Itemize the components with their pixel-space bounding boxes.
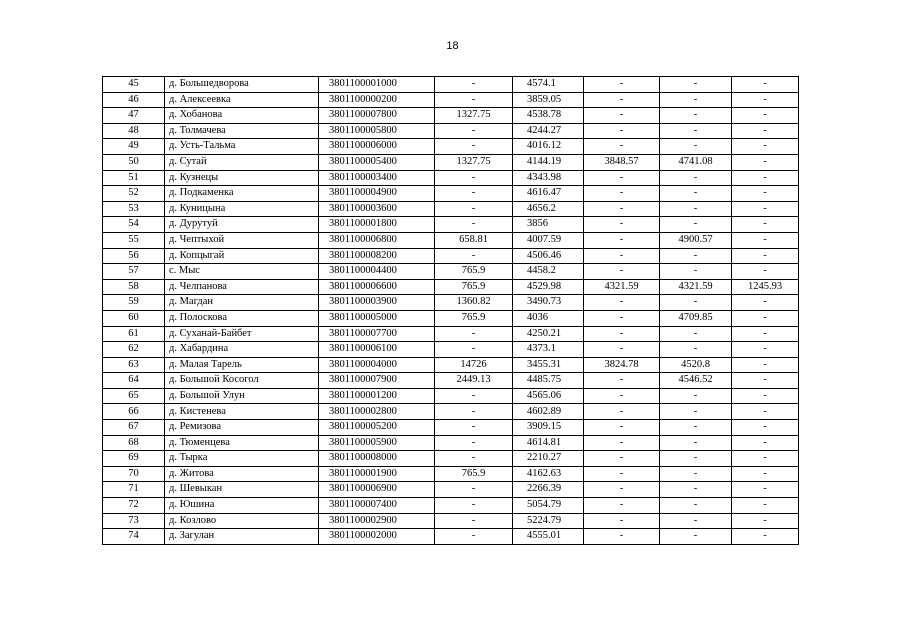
value-2-cell: 2266.39 <box>513 482 584 498</box>
settlement-code-cell: 3801100007700 <box>319 326 435 342</box>
settlement-code-cell: 3801100004000 <box>319 357 435 373</box>
settlement-code-cell: 3801100001200 <box>319 388 435 404</box>
value-1-cell: 1360.82 <box>435 295 513 311</box>
value-2-cell: 4506.46 <box>513 248 584 264</box>
value-3-cell: - <box>584 186 660 202</box>
value-3-cell: - <box>584 123 660 139</box>
value-1-cell: 658.81 <box>435 232 513 248</box>
value-5-cell: - <box>732 357 799 373</box>
value-1-cell: 765.9 <box>435 466 513 482</box>
value-2-cell: 4529.98 <box>513 279 584 295</box>
settlement-code-cell: 3801100003900 <box>319 295 435 311</box>
value-3-cell: - <box>584 529 660 545</box>
value-5-cell: - <box>732 92 799 108</box>
value-2-cell: 5224.79 <box>513 513 584 529</box>
settlement-code-cell: 3801100001900 <box>319 466 435 482</box>
table-row <box>103 451 799 467</box>
value-2-cell: 3455.31 <box>513 357 584 373</box>
value-4-cell: - <box>660 264 732 280</box>
table-row <box>103 373 799 389</box>
value-4-cell: 4321.59 <box>660 279 732 295</box>
value-4-cell: - <box>660 466 732 482</box>
value-1-cell: - <box>435 248 513 264</box>
value-1-cell: - <box>435 404 513 420</box>
settlement-code-cell: 3801100005800 <box>319 123 435 139</box>
settlement-code-cell: 3801100004900 <box>319 186 435 202</box>
value-1-cell: - <box>435 435 513 451</box>
row-number-cell: 48 <box>103 123 165 139</box>
value-4-cell: 4741.08 <box>660 154 732 170</box>
table-row <box>103 310 799 326</box>
settlement-name-cell: д. Суханай-Байбет <box>165 326 319 342</box>
table-row <box>103 170 799 186</box>
value-1-cell: 765.9 <box>435 264 513 280</box>
table-row <box>103 248 799 264</box>
row-number-cell: 74 <box>103 529 165 545</box>
value-4-cell: - <box>660 295 732 311</box>
row-number-cell: 55 <box>103 232 165 248</box>
value-3-cell: - <box>584 139 660 155</box>
settlement-code-cell: 3801100008000 <box>319 451 435 467</box>
value-5-cell: - <box>732 342 799 358</box>
value-2-cell: 4565.06 <box>513 388 584 404</box>
value-1-cell: - <box>435 139 513 155</box>
table-row <box>103 123 799 139</box>
table-row <box>103 529 799 545</box>
row-number-cell: 52 <box>103 186 165 202</box>
settlement-code-cell: 3801100005200 <box>319 420 435 436</box>
settlement-name-cell: д. Подкаменка <box>165 186 319 202</box>
row-number-cell: 51 <box>103 170 165 186</box>
value-3-cell: - <box>584 482 660 498</box>
table-body <box>103 77 799 545</box>
row-number-cell: 47 <box>103 108 165 124</box>
settlement-code-cell: 3801100006100 <box>319 342 435 358</box>
value-4-cell: - <box>660 139 732 155</box>
value-2-cell: 3909.15 <box>513 420 584 436</box>
row-number-cell: 53 <box>103 201 165 217</box>
value-5-cell: - <box>732 513 799 529</box>
table-row <box>103 498 799 514</box>
value-3-cell: - <box>584 77 660 93</box>
value-5-cell: - <box>732 404 799 420</box>
value-5-cell: - <box>732 326 799 342</box>
value-5-cell: - <box>732 529 799 545</box>
settlement-name-cell: д. Большедворова <box>165 77 319 93</box>
value-2-cell: 4458.2 <box>513 264 584 280</box>
value-4-cell: - <box>660 482 732 498</box>
settlement-name-cell: д. Сутай <box>165 154 319 170</box>
value-2-cell: 2210.27 <box>513 451 584 467</box>
settlement-code-cell: 3801100003400 <box>319 170 435 186</box>
value-4-cell: - <box>660 498 732 514</box>
value-2-cell: 4574.1 <box>513 77 584 93</box>
settlement-name-cell: д. Чептыхой <box>165 232 319 248</box>
row-number-cell: 49 <box>103 139 165 155</box>
value-2-cell: 3859.05 <box>513 92 584 108</box>
value-2-cell: 4343.98 <box>513 170 584 186</box>
value-5-cell: - <box>732 170 799 186</box>
value-3-cell: - <box>584 466 660 482</box>
value-2-cell: 4602.89 <box>513 404 584 420</box>
value-2-cell: 3856 <box>513 217 584 233</box>
settlement-code-cell: 3801100005000 <box>319 310 435 326</box>
value-2-cell: 4244.27 <box>513 123 584 139</box>
value-5-cell: - <box>732 139 799 155</box>
value-3-cell: - <box>584 201 660 217</box>
row-number-cell: 63 <box>103 357 165 373</box>
value-4-cell: 4709.85 <box>660 310 732 326</box>
settlement-name-cell: д. Усть-Тальма <box>165 139 319 155</box>
row-number-cell: 67 <box>103 420 165 436</box>
value-5-cell: - <box>732 201 799 217</box>
settlement-code-cell: 3801100006800 <box>319 232 435 248</box>
settlement-name-cell: д. Козлово <box>165 513 319 529</box>
settlement-code-cell: 3801100005400 <box>319 154 435 170</box>
value-1-cell: - <box>435 342 513 358</box>
value-4-cell: - <box>660 201 732 217</box>
row-number-cell: 71 <box>103 482 165 498</box>
value-5-cell: - <box>732 154 799 170</box>
value-5-cell: - <box>732 123 799 139</box>
value-4-cell: - <box>660 529 732 545</box>
row-number-cell: 57 <box>103 264 165 280</box>
table-row <box>103 232 799 248</box>
table-row <box>103 139 799 155</box>
value-5-cell: - <box>732 435 799 451</box>
settlement-name-cell: д. Загулан <box>165 529 319 545</box>
settlement-name-cell: д. Кистенева <box>165 404 319 420</box>
value-5-cell: - <box>732 295 799 311</box>
value-5-cell: - <box>732 498 799 514</box>
table-row <box>103 186 799 202</box>
row-number-cell: 54 <box>103 217 165 233</box>
settlement-name-cell: д. Малая Тарель <box>165 357 319 373</box>
row-number-cell: 73 <box>103 513 165 529</box>
table-row <box>103 342 799 358</box>
value-4-cell: - <box>660 77 732 93</box>
row-number-cell: 50 <box>103 154 165 170</box>
value-1-cell: - <box>435 170 513 186</box>
value-4-cell: - <box>660 435 732 451</box>
value-3-cell: - <box>584 232 660 248</box>
value-3-cell: - <box>584 451 660 467</box>
table-row <box>103 201 799 217</box>
value-1-cell: - <box>435 217 513 233</box>
settlement-name-cell: д. Копцыгай <box>165 248 319 264</box>
row-number-cell: 46 <box>103 92 165 108</box>
value-4-cell: - <box>660 217 732 233</box>
value-3-cell: 3824.78 <box>584 357 660 373</box>
value-1-cell: - <box>435 326 513 342</box>
value-1-cell: 765.9 <box>435 279 513 295</box>
value-3-cell: - <box>584 435 660 451</box>
settlement-code-cell: 3801100001800 <box>319 217 435 233</box>
value-4-cell: - <box>660 108 732 124</box>
settlements-table <box>102 76 799 545</box>
settlement-code-cell: 3801100006900 <box>319 482 435 498</box>
row-number-cell: 70 <box>103 466 165 482</box>
value-4-cell: - <box>660 326 732 342</box>
row-number-cell: 60 <box>103 310 165 326</box>
value-3-cell: - <box>584 404 660 420</box>
table-row <box>103 357 799 373</box>
value-4-cell: 4546.52 <box>660 373 732 389</box>
table-row <box>103 77 799 93</box>
value-1-cell: - <box>435 186 513 202</box>
settlement-name-cell: д. Тырка <box>165 451 319 467</box>
value-3-cell: - <box>584 326 660 342</box>
row-number-cell: 65 <box>103 388 165 404</box>
value-2-cell: 4007.59 <box>513 232 584 248</box>
row-number-cell: 69 <box>103 451 165 467</box>
settlement-code-cell: 3801100004400 <box>319 264 435 280</box>
value-5-cell: - <box>732 264 799 280</box>
settlement-name-cell: д. Большой Косогол <box>165 373 319 389</box>
row-number-cell: 68 <box>103 435 165 451</box>
value-4-cell: - <box>660 404 732 420</box>
value-2-cell: 4162.63 <box>513 466 584 482</box>
settlement-name-cell: д. Алексеевка <box>165 92 319 108</box>
value-4-cell: - <box>660 420 732 436</box>
table-row <box>103 435 799 451</box>
table-row <box>103 420 799 436</box>
row-number-cell: 62 <box>103 342 165 358</box>
table-row <box>103 108 799 124</box>
value-4-cell: - <box>660 123 732 139</box>
value-1-cell: - <box>435 529 513 545</box>
settlement-name-cell: д. Житова <box>165 466 319 482</box>
table-row <box>103 217 799 233</box>
row-number-cell: 61 <box>103 326 165 342</box>
value-1-cell: - <box>435 482 513 498</box>
value-3-cell: - <box>584 420 660 436</box>
value-2-cell: 4538.78 <box>513 108 584 124</box>
value-4-cell: 4520.8 <box>660 357 732 373</box>
settlement-code-cell: 3801100003600 <box>319 201 435 217</box>
value-3-cell: 4321.59 <box>584 279 660 295</box>
value-5-cell: - <box>732 388 799 404</box>
value-1-cell: - <box>435 451 513 467</box>
settlement-name-cell: д. Большой Улун <box>165 388 319 404</box>
value-3-cell: - <box>584 217 660 233</box>
value-3-cell: - <box>584 342 660 358</box>
settlement-name-cell: д. Полоскова <box>165 310 319 326</box>
value-1-cell: - <box>435 420 513 436</box>
value-1-cell: 14726 <box>435 357 513 373</box>
row-number-cell: 56 <box>103 248 165 264</box>
value-3-cell: - <box>584 295 660 311</box>
value-5-cell: - <box>732 451 799 467</box>
table-row <box>103 482 799 498</box>
value-2-cell: 5054.79 <box>513 498 584 514</box>
value-2-cell: 3490.73 <box>513 295 584 311</box>
settlement-code-cell: 3801100007400 <box>319 498 435 514</box>
table-row <box>103 92 799 108</box>
value-1-cell: - <box>435 77 513 93</box>
settlement-name-cell: с. Мыс <box>165 264 319 280</box>
value-3-cell: - <box>584 92 660 108</box>
settlement-name-cell: д. Тюменцева <box>165 435 319 451</box>
value-4-cell: - <box>660 342 732 358</box>
table-row <box>103 466 799 482</box>
value-1-cell: - <box>435 123 513 139</box>
value-3-cell: 3848.57 <box>584 154 660 170</box>
settlement-code-cell: 3801100002900 <box>319 513 435 529</box>
value-4-cell: - <box>660 388 732 404</box>
value-5-cell: - <box>732 186 799 202</box>
value-5-cell: - <box>732 108 799 124</box>
table-row <box>103 264 799 280</box>
settlement-name-cell: д. Челпанова <box>165 279 319 295</box>
settlement-code-cell: 3801100006600 <box>319 279 435 295</box>
value-5-cell: - <box>732 482 799 498</box>
table-row <box>103 279 799 295</box>
table-row <box>103 388 799 404</box>
value-1-cell: - <box>435 498 513 514</box>
value-1-cell: - <box>435 92 513 108</box>
settlement-name-cell: д. Шевыкан <box>165 482 319 498</box>
table-row <box>103 154 799 170</box>
settlement-code-cell: 3801100007900 <box>319 373 435 389</box>
settlement-code-cell: 3801100002800 <box>319 404 435 420</box>
row-number-cell: 59 <box>103 295 165 311</box>
value-5-cell: - <box>732 232 799 248</box>
settlement-code-cell: 3801100007800 <box>319 108 435 124</box>
value-4-cell: - <box>660 186 732 202</box>
value-3-cell: - <box>584 388 660 404</box>
table-row <box>103 295 799 311</box>
settlement-name-cell: д. Хабардина <box>165 342 319 358</box>
value-3-cell: - <box>584 310 660 326</box>
value-4-cell: 4900.57 <box>660 232 732 248</box>
value-5-cell: - <box>732 373 799 389</box>
value-3-cell: - <box>584 498 660 514</box>
value-5-cell: - <box>732 217 799 233</box>
value-3-cell: - <box>584 108 660 124</box>
row-number-cell: 45 <box>103 77 165 93</box>
page-number: 18 <box>446 40 459 52</box>
row-number-cell: 66 <box>103 404 165 420</box>
value-2-cell: 4036 <box>513 310 584 326</box>
value-2-cell: 4555.01 <box>513 529 584 545</box>
settlement-code-cell: 3801100000200 <box>319 92 435 108</box>
value-4-cell: - <box>660 248 732 264</box>
settlement-code-cell: 3801100005900 <box>319 435 435 451</box>
value-4-cell: - <box>660 170 732 186</box>
value-4-cell: - <box>660 451 732 467</box>
value-5-cell: - <box>732 310 799 326</box>
settlement-code-cell: 3801100008200 <box>319 248 435 264</box>
table-row <box>103 404 799 420</box>
row-number-cell: 72 <box>103 498 165 514</box>
value-3-cell: - <box>584 264 660 280</box>
value-5-cell: - <box>732 77 799 93</box>
settlement-name-cell: д. Куницына <box>165 201 319 217</box>
table-row <box>103 326 799 342</box>
value-2-cell: 4373.1 <box>513 342 584 358</box>
settlement-code-cell: 3801100001000 <box>319 77 435 93</box>
value-2-cell: 4016.12 <box>513 139 584 155</box>
value-3-cell: - <box>584 373 660 389</box>
value-2-cell: 4144.19 <box>513 154 584 170</box>
value-5-cell: - <box>732 248 799 264</box>
row-number-cell: 58 <box>103 279 165 295</box>
value-1-cell: - <box>435 513 513 529</box>
settlement-name-cell: д. Кузнецы <box>165 170 319 186</box>
settlement-name-cell: д. Хобанова <box>165 108 319 124</box>
settlement-name-cell: д. Дурутуй <box>165 217 319 233</box>
value-3-cell: - <box>584 248 660 264</box>
settlement-code-cell: 3801100002000 <box>319 529 435 545</box>
value-2-cell: 4656.2 <box>513 201 584 217</box>
value-2-cell: 4485.75 <box>513 373 584 389</box>
settlement-name-cell: д. Толмачева <box>165 123 319 139</box>
table-row <box>103 513 799 529</box>
value-1-cell: - <box>435 388 513 404</box>
row-number-cell: 64 <box>103 373 165 389</box>
value-2-cell: 4616.47 <box>513 186 584 202</box>
value-2-cell: 4250.21 <box>513 326 584 342</box>
value-1-cell: 2449.13 <box>435 373 513 389</box>
value-4-cell: - <box>660 513 732 529</box>
value-1-cell: 765.9 <box>435 310 513 326</box>
settlement-name-cell: д. Магдан <box>165 295 319 311</box>
value-5-cell: 1245.93 <box>732 279 799 295</box>
value-1-cell: - <box>435 201 513 217</box>
value-1-cell: 1327.75 <box>435 154 513 170</box>
value-5-cell: - <box>732 420 799 436</box>
value-3-cell: - <box>584 513 660 529</box>
value-5-cell: - <box>732 466 799 482</box>
value-4-cell: - <box>660 92 732 108</box>
settlement-code-cell: 3801100006000 <box>319 139 435 155</box>
value-2-cell: 4614.81 <box>513 435 584 451</box>
value-1-cell: 1327.75 <box>435 108 513 124</box>
value-3-cell: - <box>584 170 660 186</box>
settlement-name-cell: д. Юшина <box>165 498 319 514</box>
settlement-name-cell: д. Ремизова <box>165 420 319 436</box>
